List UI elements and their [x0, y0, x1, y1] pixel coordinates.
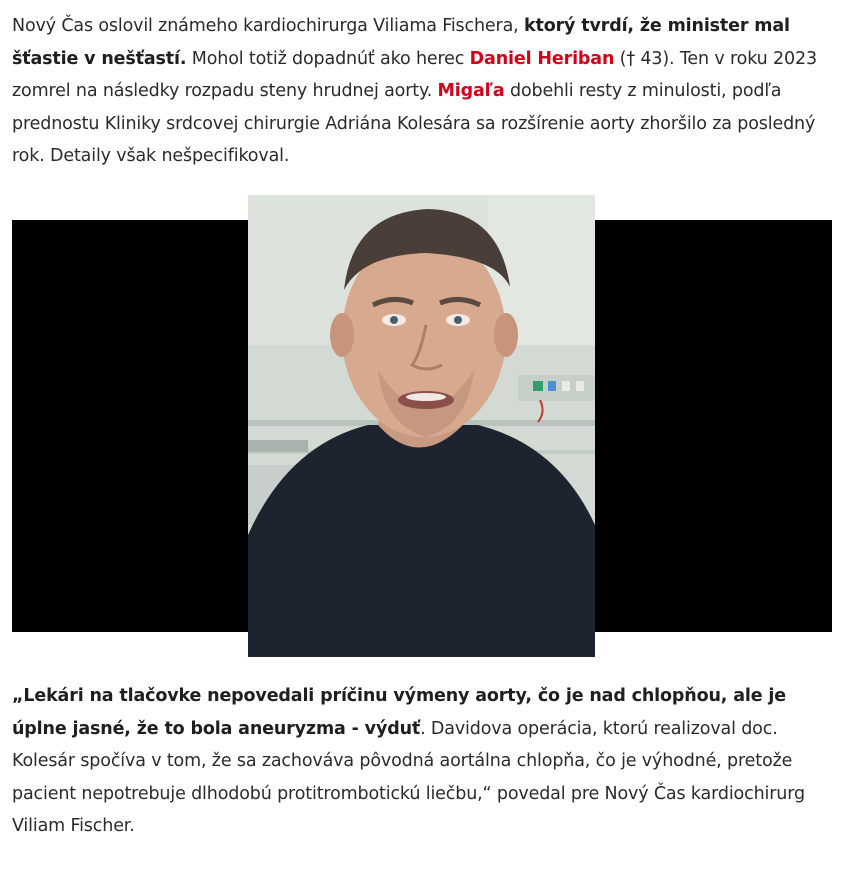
text-segment: Nový Čas oslovil známeho kardiochirurga Viliama Fischera,: [12, 16, 524, 36]
video-frame-image[interactable]: [248, 195, 595, 657]
link-migala[interactable]: Migaľa: [437, 81, 505, 102]
text-segment: . Davidova operácia, ktorú realizoval doc. Kolesár spočíva v tom, že sa zachováva pôvodná aortálna chlopňa, čo je výhodné, pretože pacient nepotrebuje dlhodobú protitrombotickú liečbu,“ povedal pre Nový Čas kardiochirurg Viliam Fischer.: [12, 718, 805, 837]
man-portrait-photo: [248, 195, 595, 657]
article-paragraph-1: [12, 10, 832, 173]
bold-text: ktorý tvrdí, že minister mal šťastie v nešťastí.: [12, 16, 790, 69]
text-segment: dobehli resty z minulosti, podľa prednostu Kliniky srdcovej chirurgie Adriána Kolesára sa rozšírenie aorty zhoršilo za posledný rok. Detaily však nešpecifikoval.: [12, 81, 816, 167]
bold-quote: „Lekári na tlačovke nepovedali príčinu výmeny aorty, čo je nad chlopňou, ale je úplne jasné, že to bola aneuryzma - výduť: [12, 686, 786, 739]
text-segment: († 43). Ten v roku 2023 zomrel na následky rozpadu steny hrudnej aorty.: [12, 48, 817, 102]
text-segment: Mohol totiž dopadnúť ako herec: [186, 48, 470, 69]
article-paragraph-2: [12, 680, 832, 843]
link-daniel-heriban[interactable]: Daniel Heriban: [469, 48, 615, 69]
